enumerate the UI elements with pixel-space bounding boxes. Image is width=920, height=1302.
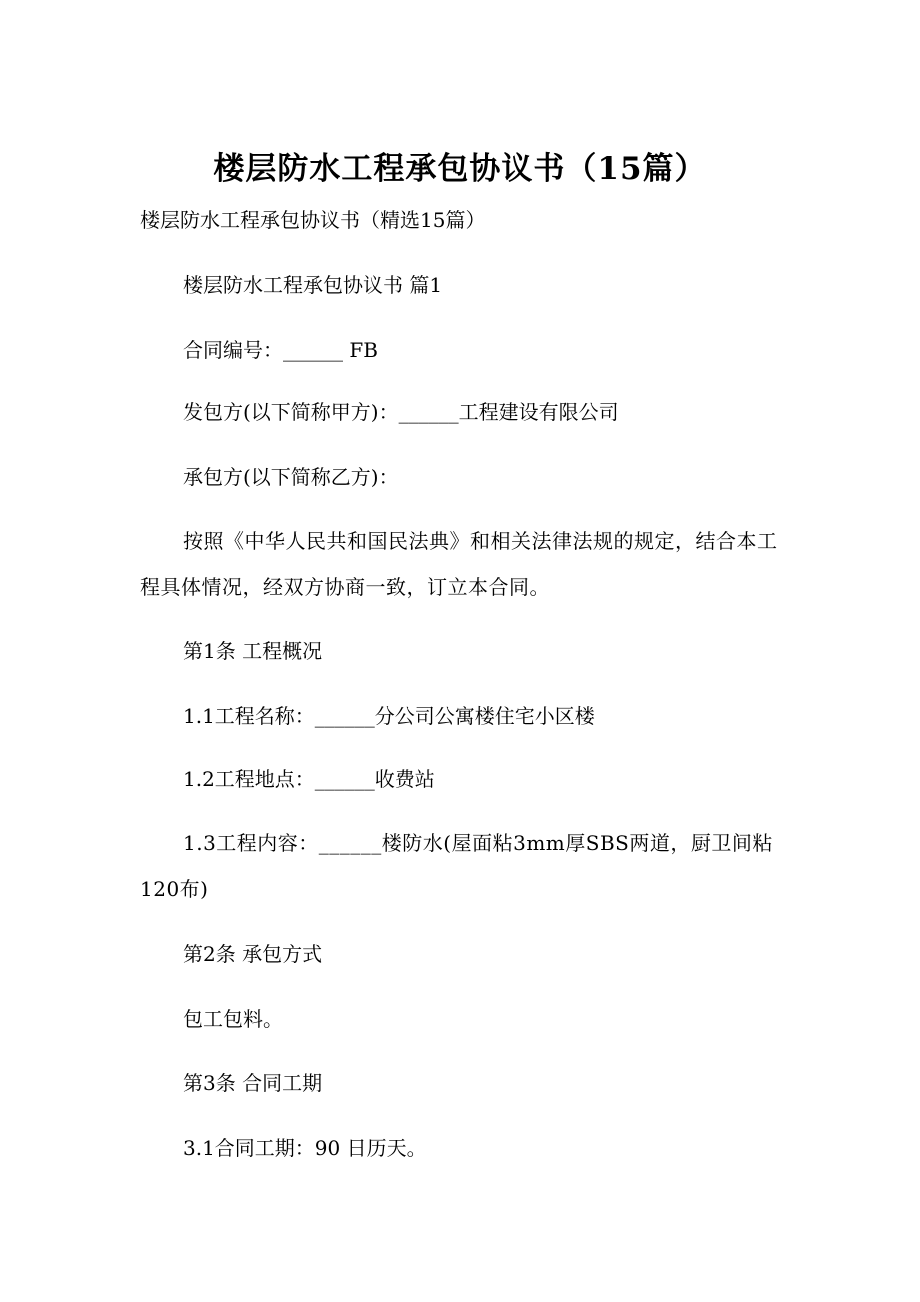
- article-1-1: 1.1工程名称：______分公司公寓楼住宅小区楼: [183, 704, 595, 728]
- article-1-3: 1.3工程内容：______楼防水(屋面粘3mm厚SBS两道，厨卫间粘120布): [140, 831, 773, 901]
- article-2-body: 包工包料。: [183, 1007, 283, 1031]
- article-1-title: 第1条 工程概况: [183, 639, 323, 663]
- preamble-paragraph: 按照《中华人民共和国民法典》和相关法律法规的规定，结合本工程具体情况，经双方协商一致，订立本合同。: [140, 529, 778, 599]
- party-a: 发包方(以下简称甲方)：______工程建设有限公司: [183, 400, 619, 424]
- contract-number: 合同编号：______ FB: [183, 338, 378, 362]
- article-1-2: 1.2工程地点：______收费站: [183, 767, 435, 791]
- party-b: 承包方(以下简称乙方)：: [183, 465, 399, 489]
- article-3-1: 3.1合同工期：90 日历天。: [183, 1136, 427, 1160]
- document-subtitle: 楼层防水工程承包协议书（精选15篇）: [140, 208, 486, 232]
- section-heading: 楼层防水工程承包协议书 篇1: [183, 273, 443, 297]
- article-3-title: 第3条 合同工期: [183, 1071, 323, 1095]
- document-title: 楼层防水工程承包协议书（15篇）: [213, 151, 707, 187]
- article-2-title: 第2条 承包方式: [183, 942, 323, 966]
